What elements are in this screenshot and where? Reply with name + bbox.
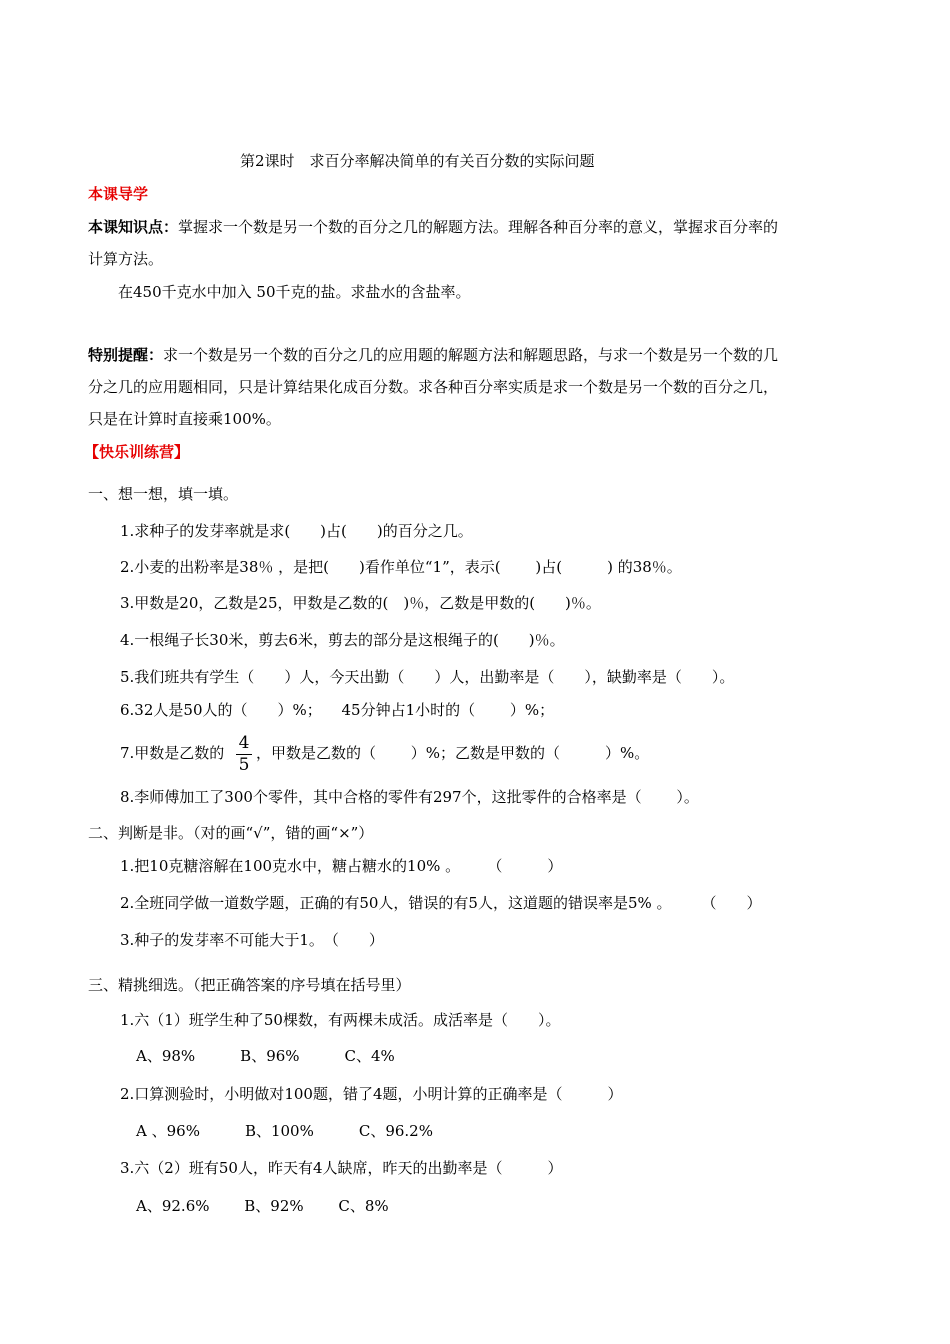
camp-heading: 【快乐训练营】 xyxy=(84,443,190,461)
reminder-label: 特别提醒： xyxy=(88,346,164,364)
fraction-numerator: 4 xyxy=(238,733,250,753)
s1-question-7-prefix: 7.甲数是乙数的 xyxy=(120,744,225,762)
s3-question-3-options: A、92.6% B、92% C、8% xyxy=(136,1197,389,1215)
reminder-text: 求一个数是另一个数的百分之几的应用题的解题方法和解题思路，与求一个数是另一个数的几 xyxy=(163,346,779,364)
s2-question-3: 3.种子的发芽率不可能大于1。 （ ） xyxy=(120,931,384,949)
s2-question-1: 1.把10克糖溶解在100克水中，糖占糖水的10% 。 （ ） xyxy=(120,857,563,875)
s2-question-2: 2.全班同学做一道数学题，正确的有50人，错误的有5人，这道题的错误率是5% 。 （ ） xyxy=(120,894,762,912)
section2-heading: 二、判断是非。（对的画“√”，错的画“×”） xyxy=(88,824,374,842)
section3-heading: 三、精挑细选。（把正确答案的序号填在括号里） xyxy=(88,976,411,994)
page-title: 第2课时 求百分率解决简单的有关百分数的实际问题 xyxy=(240,152,595,170)
section1-heading: 一、想一想，填一填。 xyxy=(88,485,239,503)
example-problem: 在450千克水中加入 50千克的盐。求盐水的含盐率。 xyxy=(118,283,471,301)
s3-question-2: 2.口算测验时，小明做对100题，错了4题，小明计算的正确率是（ ） xyxy=(120,1085,623,1103)
s3-question-1: 1.六（1）班学生种了50棵数，有两棵未成活。成活率是（ ）。 xyxy=(120,1011,561,1029)
fraction-four-fifths xyxy=(236,734,252,775)
s1-question-4: 4.一根绳子长30米，剪去6米，剪去的部分是这根绳子的( )％。 xyxy=(120,631,565,649)
s3-question-3: 3.六（2）班有50人，昨天有4人缺席，昨天的出勤率是（ ） xyxy=(120,1159,563,1177)
knowledge-paragraph xyxy=(88,217,778,237)
s1-question-7-suffix: ，甲数是乙数的（ ）%；乙数是甲数的（ ）%。 xyxy=(256,744,650,762)
knowledge-label: 本课知识点： xyxy=(88,218,179,236)
fraction-denominator: 5 xyxy=(238,755,250,775)
s1-question-1: 1.求种子的发芽率就是求( )占( )的百分之几。 xyxy=(120,522,473,540)
knowledge-text: 掌握求一个数是另一个数的百分之几的解题方法。理解各种百分率的意义，掌握求百分率的 xyxy=(178,218,779,236)
s1-question-2: 2.小麦的出粉率是38％ ，是把( )看作单位“1”，表示( )占( ) 的38％。 xyxy=(120,558,682,576)
reminder-paragraph xyxy=(88,345,778,365)
guide-heading: 本课导学 xyxy=(88,185,149,203)
reminder-text-end: 只是在计算时直接乘100%。 xyxy=(88,410,281,428)
s1-question-6: 6.32人是50人的（ ）%； 45分钟占1小时的（ ）%； xyxy=(120,701,555,719)
s1-question-3: 3.甲数是20，乙数是25，甲数是乙数的( )％，乙数是甲数的( )％。 xyxy=(120,594,601,612)
s3-question-1-options: A、98% B、96% C、4% xyxy=(136,1047,395,1065)
s3-question-2-options: A 、96% B、100% C、96.2% xyxy=(136,1122,433,1140)
reminder-text-cont: 分之几的应用题相同，只是计算结果化成百分数。求各种百分率实质是求一个数是另一个数的百分之几， xyxy=(88,378,779,396)
knowledge-text-cont: 计算方法。 xyxy=(88,250,164,268)
s1-question-8: 8.李师傅加工了300个零件，其中合格的零件有297个，这批零件的合格率是（ ）。 xyxy=(120,788,699,806)
s1-question-5: 5.我们班共有学生（ ）人，今天出勤（ ）人，出勤率是（ ），缺勤率是（ ）。 xyxy=(120,668,735,686)
